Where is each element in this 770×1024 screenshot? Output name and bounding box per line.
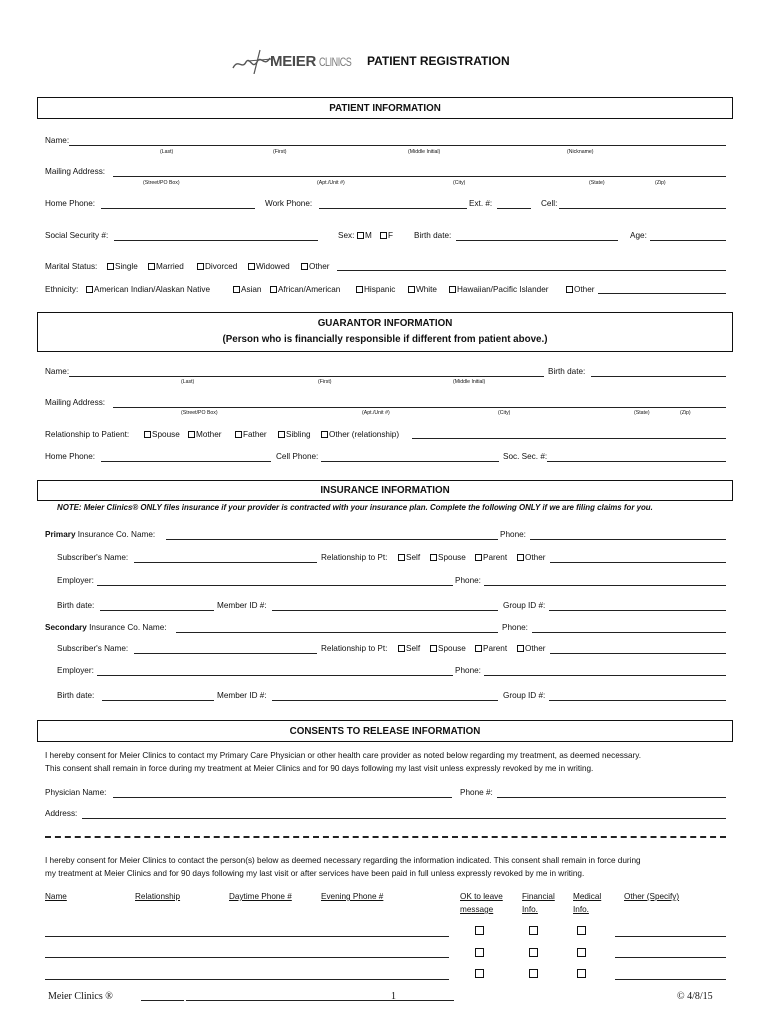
primary-rel-other-field[interactable] [550, 562, 726, 563]
option-label: Self [406, 553, 421, 562]
option-label: Hawaiian/Pacific Islander [457, 285, 549, 294]
pt-age-field[interactable] [650, 240, 726, 241]
option-label: Other [525, 553, 546, 562]
option-label: Asian [241, 285, 262, 294]
checkbox-icon [398, 645, 405, 652]
pt-birth-label: Birth date: [414, 231, 452, 240]
primary-co-label [45, 530, 155, 539]
secondary-rel-spouse[interactable] [430, 644, 466, 653]
pt-cell-label: Cell: [541, 199, 558, 208]
checkbox-icon [517, 645, 524, 652]
physician-phone-label: Phone #: [460, 788, 493, 797]
primary-member-field[interactable] [272, 610, 498, 611]
checkbox-icon [475, 554, 482, 561]
g-home-phone-label: Home Phone: [45, 452, 96, 461]
secondary-group-label: Group ID #: [503, 691, 546, 700]
option-label: Mother [196, 430, 222, 439]
col-relationship: Relationship [135, 892, 181, 901]
primary-birth-label: Birth date: [57, 601, 95, 610]
contact-row-1-line[interactable] [45, 936, 449, 937]
consents-title: CONSENTS TO RELEASE INFORMATION [289, 726, 481, 737]
secondary-co-label [45, 623, 167, 632]
marital-married[interactable] [148, 262, 184, 271]
pt-mail-sub-city: (City) [453, 180, 466, 186]
checkbox-icon [357, 232, 364, 239]
pt-birth-field[interactable] [456, 240, 618, 241]
guarantor-header [37, 312, 733, 352]
col-evening-phone: Evening Phone # [321, 892, 384, 901]
secondary-phone-label: Phone: [502, 623, 528, 632]
pt-work-phone-label: Work Phone: [265, 199, 313, 208]
checkbox-icon [449, 286, 456, 293]
option-label: Spouse [152, 430, 180, 439]
ethnicity-hawaiian[interactable] [449, 285, 548, 294]
primary-rel-other[interactable] [517, 553, 545, 562]
pt-marital-label: Marital Status: [45, 262, 98, 271]
g-rel-father[interactable] [235, 430, 267, 439]
secondary-rel-parent[interactable] [475, 644, 507, 653]
checkbox-icon [566, 286, 573, 293]
primary-subscriber-field[interactable] [134, 562, 317, 563]
g-name-sub-last: (Last) [181, 379, 195, 385]
col-ok-leave-1: OK to leave [460, 892, 503, 901]
g-rel-spouse[interactable] [144, 430, 180, 439]
pt-sex-f[interactable] [380, 231, 393, 240]
primary-relationship-label: Relationship to Pt: [321, 553, 388, 562]
col-medical-2: Info. [573, 905, 589, 914]
primary-employer-label: Employer: [57, 576, 94, 585]
checkbox-icon [301, 263, 308, 270]
ethnicity-other[interactable] [566, 285, 594, 294]
ethnicity-african-american[interactable] [270, 285, 340, 294]
secondary-phone-field[interactable] [532, 632, 726, 633]
option-label: Father [243, 430, 267, 439]
option-label: Other [574, 285, 595, 294]
ethnicity-hispanic[interactable] [356, 285, 395, 294]
contact-row-2-ok[interactable] [475, 948, 484, 957]
secondary-subscriber-label: Subscriber's Name: [57, 644, 129, 653]
secondary-subscriber-field[interactable] [134, 653, 317, 654]
primary-co-field[interactable] [166, 539, 498, 540]
contact-row-3-other[interactable] [615, 979, 726, 980]
primary-rel-self[interactable] [398, 553, 420, 562]
pt-name-sub-last: (Last) [160, 149, 174, 155]
contact-row-2-other[interactable] [615, 957, 726, 958]
pt-ext-label: Ext. #: [469, 199, 493, 208]
g-rel-mother[interactable] [188, 430, 221, 439]
patient-info-title: PATIENT INFORMATION [329, 103, 441, 114]
option-label: Widowed [256, 262, 290, 271]
option-label: Sibling [286, 430, 311, 439]
pt-mail-sub-apt: (Apt./Unit #) [317, 180, 345, 186]
contact-row-2-line[interactable] [45, 957, 449, 958]
secondary-birth-field[interactable] [102, 700, 214, 701]
option-label: Parent [483, 644, 508, 653]
secondary-birth-label: Birth date: [57, 691, 95, 700]
option-label: Spouse [438, 644, 466, 653]
g-mailing-field[interactable] [113, 407, 726, 408]
checkbox-icon [270, 286, 277, 293]
option-label: Self [406, 644, 421, 653]
g-name-sub-mi: (Middle Initial) [453, 379, 486, 385]
g-mail-sub-zip: (Zip) [680, 410, 691, 416]
pt-home-phone-label: Home Phone: [45, 199, 96, 208]
pt-mail-sub-state: (State) [589, 180, 605, 186]
g-name-label: Name: [45, 367, 70, 376]
secondary-rel-other[interactable] [517, 644, 545, 653]
g-cell-phone-field[interactable] [321, 461, 499, 462]
marital-widowed[interactable] [248, 262, 290, 271]
pt-mail-sub-zip: (Zip) [655, 180, 666, 186]
pt-cell-field[interactable] [559, 208, 726, 209]
g-mail-sub-state: (State) [634, 410, 650, 416]
primary-emp-phone-field[interactable] [484, 585, 726, 586]
contact-row-3-financial[interactable] [529, 969, 538, 978]
pt-work-phone-field[interactable] [319, 208, 467, 209]
secondary-emp-phone-field[interactable] [484, 675, 726, 676]
pt-sex-m[interactable] [357, 231, 372, 240]
checkbox-icon [197, 263, 204, 270]
option-label: African/American [278, 285, 341, 294]
g-socsec-field[interactable] [547, 461, 726, 462]
option-label: Spouse [438, 553, 466, 562]
g-mail-sub-city: (City) [498, 410, 511, 416]
g-mailing-label: Mailing Address: [45, 398, 106, 407]
contact-row-3-ok[interactable] [475, 969, 484, 978]
logo-meier: MEIER [270, 53, 317, 70]
footer-page-number: 1 [391, 991, 396, 1002]
col-other: Other (Specify) [624, 892, 680, 901]
marital-single[interactable] [107, 262, 138, 271]
pt-sex-label: Sex: [338, 231, 355, 240]
primary-emp-phone-label: Phone: [455, 576, 481, 585]
physician-name-field[interactable] [113, 797, 452, 798]
primary-phone-field[interactable] [530, 539, 726, 540]
g-home-phone-field[interactable] [101, 461, 271, 462]
primary-member-label: Member ID #: [217, 601, 267, 610]
checkbox-icon [188, 431, 195, 438]
insurance-title: INSURANCE INFORMATION [320, 485, 450, 496]
contact-row-1-medical[interactable] [577, 926, 586, 935]
checkbox-icon [475, 645, 482, 652]
pt-ssn-label: Social Security #: [45, 231, 109, 240]
pt-ethnicity-label: Ethnicity: [45, 285, 79, 294]
checkbox-icon [148, 263, 155, 270]
option-label: Parent [483, 553, 508, 562]
guarantor-title: GUARANTOR INFORMATION [317, 318, 453, 329]
col-name: Name [45, 892, 67, 901]
g-name-sub-first: (First) [318, 379, 332, 385]
checkbox-icon [321, 431, 328, 438]
primary-subscriber-label: Subscriber's Name: [57, 553, 129, 562]
checkbox-icon [278, 431, 285, 438]
contact-row-1-ok[interactable] [475, 926, 484, 935]
col-daytime-phone: Daytime Phone # [229, 892, 292, 901]
checkbox-icon [107, 263, 114, 270]
option-label: American Indian/Alaskan Native [94, 285, 211, 294]
g-birth-field[interactable] [591, 376, 726, 377]
ethnicity-other-field[interactable] [598, 293, 726, 294]
option-label: Single [115, 262, 138, 271]
g-rel-other[interactable] [321, 430, 399, 439]
co-name-text: Insurance Co. Name: [89, 623, 167, 632]
option-label: White [416, 285, 437, 294]
col-medical-1: Medical [573, 892, 602, 901]
consent-para2-line1: I hereby consent for Meier Clinics to contact the person(s) below as deemed necessary regarding the information indicated. This consent shall remain in force during [45, 856, 641, 865]
option-label: Married [156, 262, 184, 271]
guarantor-subtitle: (Person who is financially responsible if different from patient above.) [222, 334, 548, 345]
consents-header [37, 720, 733, 742]
footer-line-2 [186, 1000, 454, 1001]
pt-ssn-field[interactable] [114, 240, 318, 241]
primary-birth-field[interactable] [100, 610, 214, 611]
primary-bold: Primary [45, 530, 76, 539]
checkbox-icon [408, 286, 415, 293]
secondary-employer-label: Employer: [57, 666, 94, 675]
secondary-emp-phone-label: Phone: [455, 666, 481, 675]
primary-group-field[interactable] [549, 610, 726, 611]
secondary-rel-other-field[interactable] [550, 653, 726, 654]
pt-ext-field[interactable] [497, 208, 531, 209]
primary-rel-parent[interactable] [475, 553, 507, 562]
page-title: PATIENT REGISTRATION [367, 54, 510, 68]
footer-right: © 4/8/15 [677, 991, 713, 1002]
primary-rel-spouse[interactable] [430, 553, 466, 562]
contact-row-1-financial[interactable] [529, 926, 538, 935]
dashed-divider [45, 836, 726, 838]
consent-para2-line2: my treatment at Meier Clinics and for 90 days following my last visit or after services have been paid in full unless expressly revoked by me in writing. [45, 869, 585, 878]
physician-address-label: Address: [45, 809, 78, 818]
logo [230, 48, 360, 74]
checkbox-icon [235, 431, 242, 438]
marital-divorced[interactable] [197, 262, 237, 271]
col-financial-2: Info. [522, 905, 538, 914]
patient-info-header [37, 97, 733, 119]
checkbox-icon [517, 554, 524, 561]
ethnicity-american-indian[interactable] [86, 285, 210, 294]
checkbox-icon [356, 286, 363, 293]
physician-phone-field[interactable] [497, 797, 726, 798]
pt-age-label: Age: [630, 231, 647, 240]
ethnicity-asian[interactable] [233, 285, 261, 294]
ethnicity-white[interactable] [408, 285, 437, 294]
contact-row-1-other[interactable] [615, 936, 726, 937]
primary-group-label: Group ID #: [503, 601, 546, 610]
g-mail-sub-street: (Street/PO Box) [181, 410, 218, 416]
checkbox-icon [398, 554, 405, 561]
g-rel-other-field[interactable] [412, 438, 726, 439]
secondary-bold: Secondary [45, 623, 87, 632]
checkbox-icon [430, 554, 437, 561]
pt-mailing-label: Mailing Address: [45, 167, 106, 176]
option-label: Other (relationship) [329, 430, 400, 439]
g-name-field[interactable] [69, 376, 544, 377]
marital-other-field[interactable] [337, 270, 726, 271]
consent-para1-line1: I hereby consent for Meier Clinics to contact my Primary Care Physician or other health care provider as noted below regarding my treatment, as deemed necessary. [45, 751, 641, 760]
g-birth-label: Birth date: [548, 367, 586, 376]
secondary-co-field[interactable] [176, 632, 498, 633]
secondary-member-field[interactable] [272, 700, 498, 701]
consent-para1-line2: This consent shall remain in force during my treatment at Meier Clinics and for 90 days following my last visit unless expressly revoked by me in writing. [45, 764, 594, 773]
checkbox-icon [144, 431, 151, 438]
contact-row-3-medical[interactable] [577, 969, 586, 978]
logo-script-mark [230, 48, 274, 74]
checkbox-icon [248, 263, 255, 270]
pt-mail-sub-street: (Street/PO Box) [143, 180, 180, 186]
co-name-text: Insurance Co. Name: [77, 530, 156, 539]
physician-address-field[interactable] [82, 818, 726, 819]
option-label: Hispanic [364, 285, 396, 294]
footer-left: Meier Clinics ® [48, 991, 113, 1002]
pt-name-label: Name: [45, 136, 70, 145]
g-rel-sibling[interactable] [278, 430, 311, 439]
checkbox-icon [86, 286, 93, 293]
pt-name-sub-nick: (Nickname) [567, 149, 594, 155]
checkbox-icon [430, 645, 437, 652]
logo-clinics: CLINICS [319, 55, 352, 69]
insurance-header [37, 480, 733, 501]
footer-line-1 [141, 1000, 184, 1001]
marital-other[interactable] [301, 262, 329, 271]
secondary-rel-self[interactable] [398, 644, 420, 653]
insurance-note: NOTE: Meier Clinics® ONLY files insurance if your provider is contracted with your insurance plan. Complete the following ONLY if we are filing claims for you. [57, 503, 653, 512]
contact-row-2-medical[interactable] [577, 948, 586, 957]
pt-name-sub-first: (First) [273, 149, 287, 155]
option-label: Other [525, 644, 546, 653]
primary-phone-label: Phone: [500, 530, 526, 539]
pt-name-field[interactable] [69, 145, 726, 146]
pt-sex-m-label: M [365, 231, 372, 240]
contact-row-2-financial[interactable] [529, 948, 538, 957]
pt-home-phone-field[interactable] [101, 208, 255, 209]
pt-mailing-field[interactable] [113, 176, 726, 177]
pt-name-sub-mi: (Middle Initial) [408, 149, 441, 155]
g-mail-sub-apt: (Apt./Unit #) [362, 410, 390, 416]
g-relationship-label: Relationship to Patient: [45, 430, 130, 439]
primary-employer-field[interactable] [97, 585, 453, 586]
secondary-group-field[interactable] [549, 700, 726, 701]
secondary-employer-field[interactable] [97, 675, 453, 676]
option-label: Divorced [205, 262, 238, 271]
contact-row-3-line[interactable] [45, 979, 449, 980]
col-financial-1: Financial [522, 892, 555, 901]
pt-sex-f-label: F [388, 231, 394, 240]
checkbox-icon [380, 232, 387, 239]
secondary-member-label: Member ID #: [217, 691, 267, 700]
option-label: Other [309, 262, 330, 271]
secondary-relationship-label: Relationship to Pt: [321, 644, 388, 653]
checkbox-icon [233, 286, 240, 293]
col-ok-leave-2: message [460, 905, 494, 914]
physician-name-label: Physician Name: [45, 788, 107, 797]
g-cell-phone-label: Cell Phone: [276, 452, 319, 461]
g-socsec-label: Soc. Sec. #: [503, 452, 548, 461]
